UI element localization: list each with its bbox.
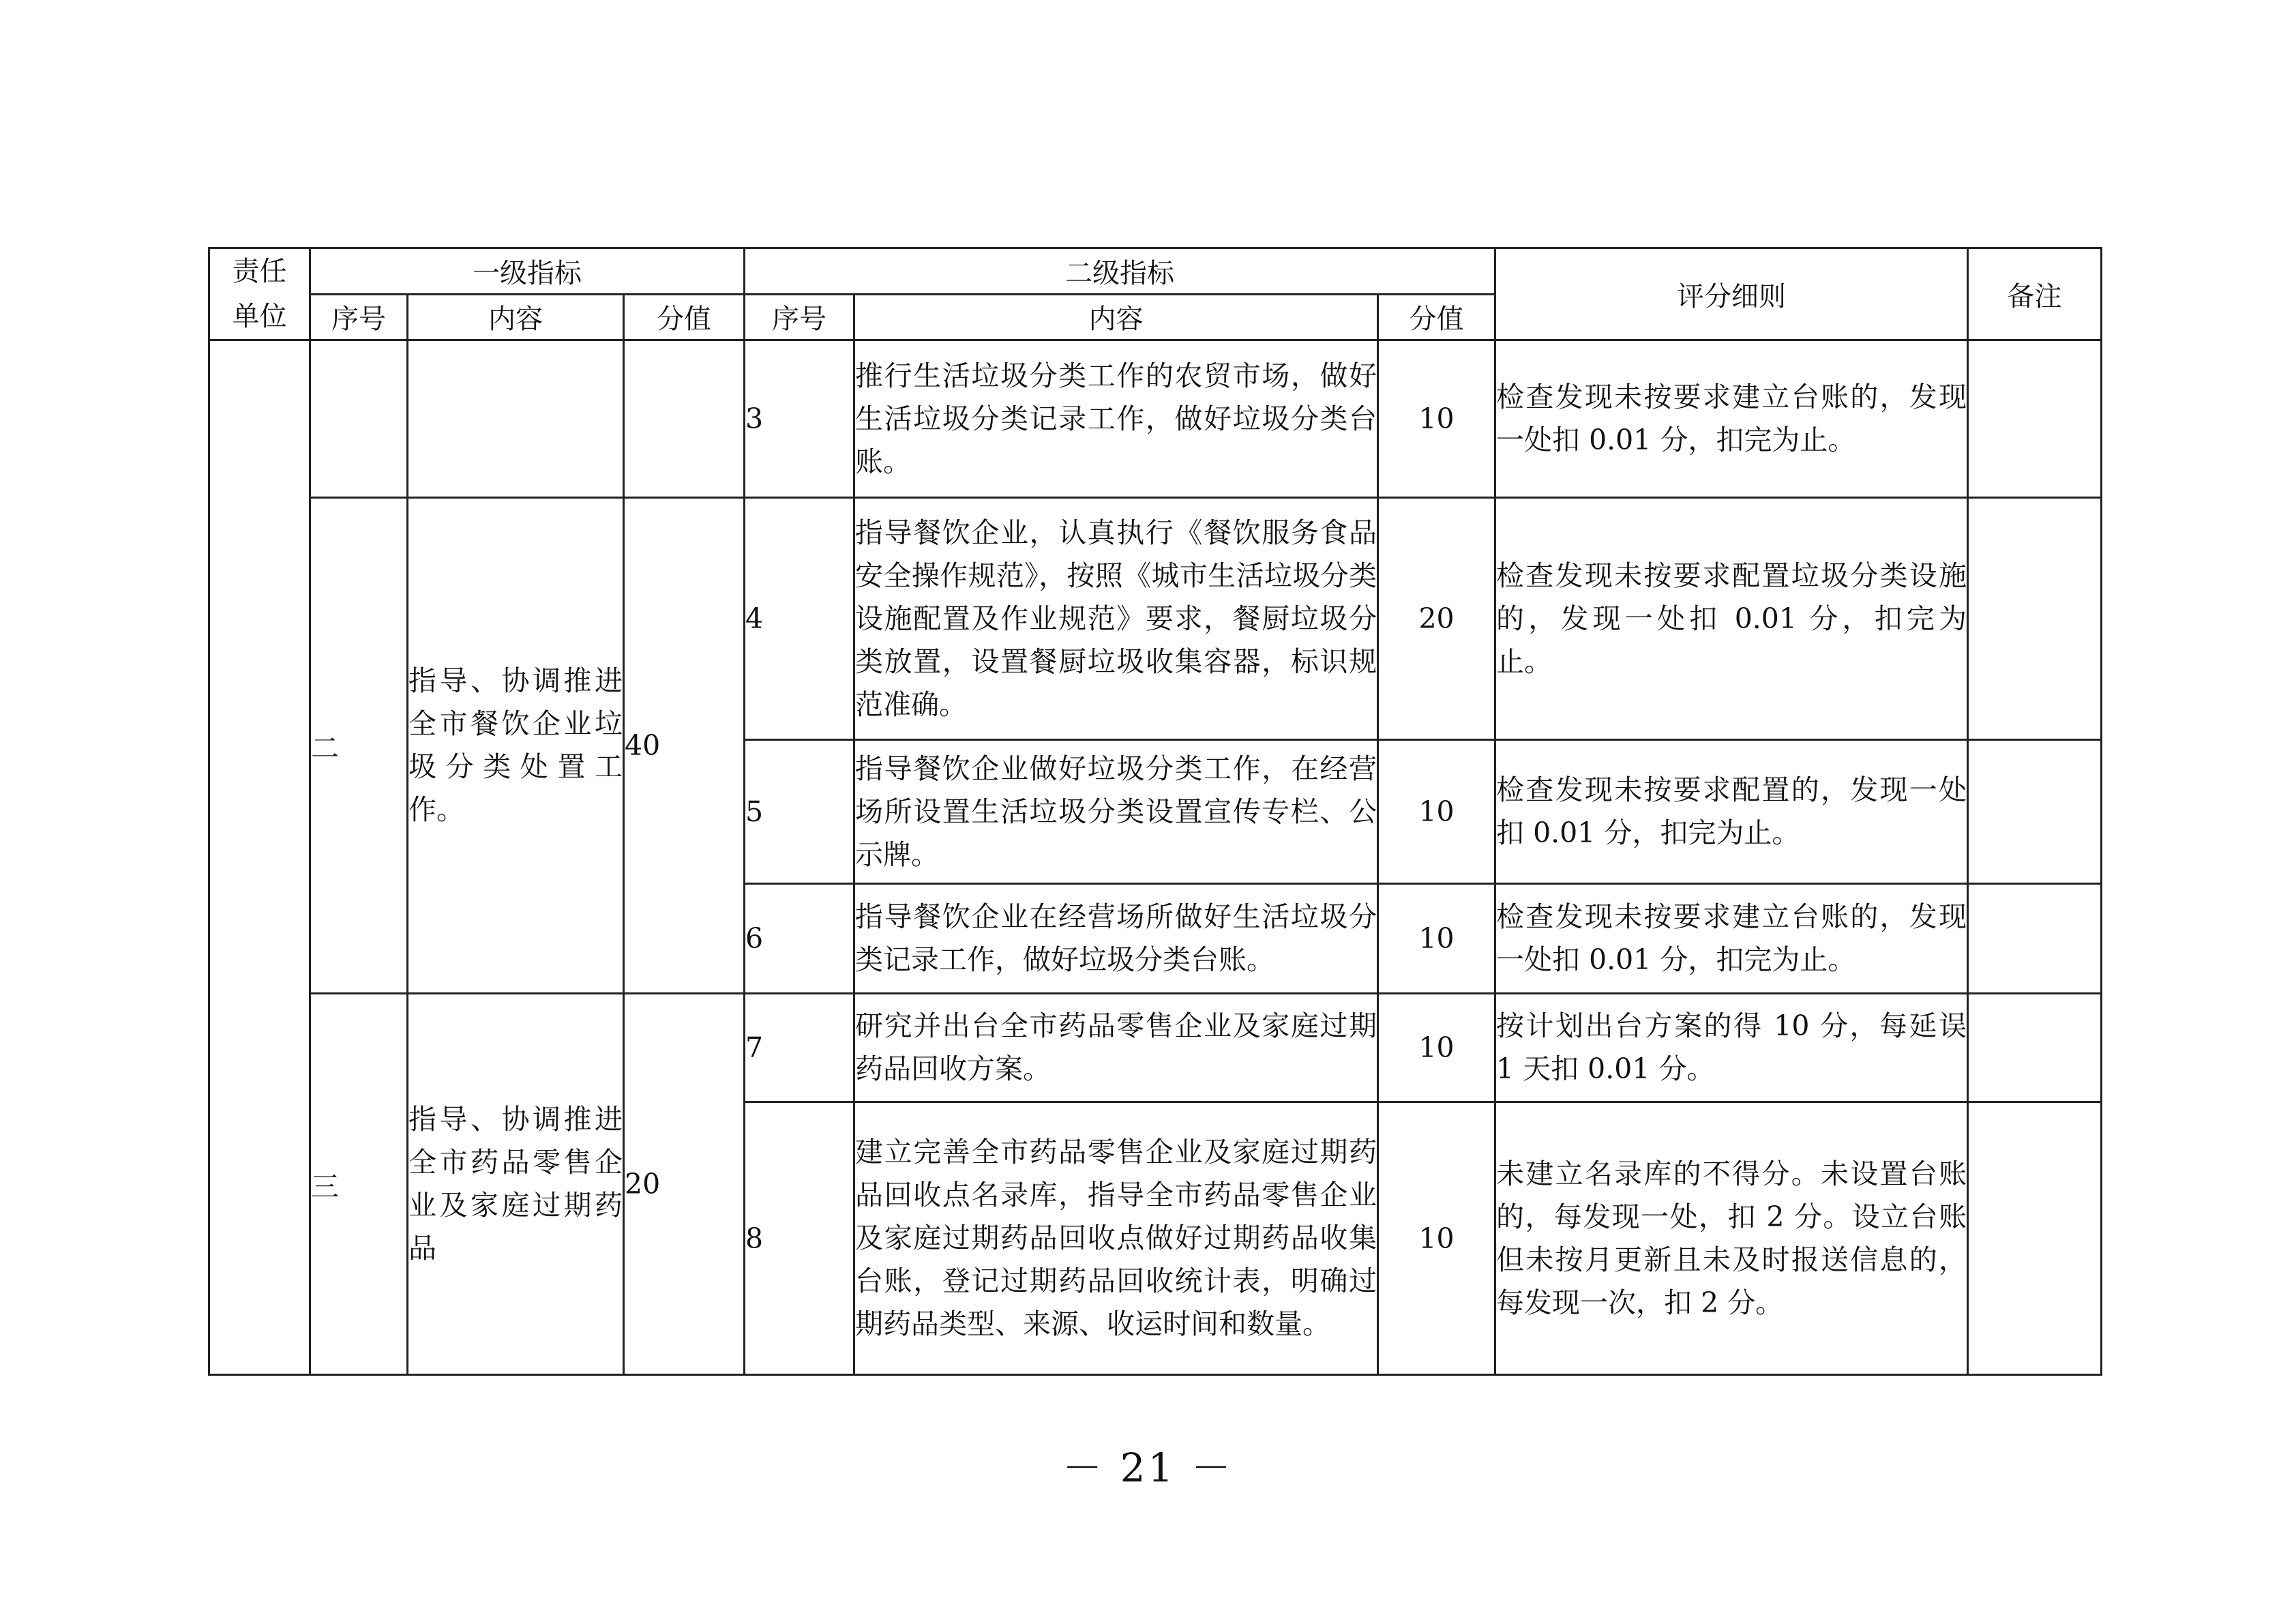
level2-content: 研究并出台全市药品零售企业及家庭过期药品回收方案。 [854, 994, 1378, 1102]
scoring-rule: 检查发现未按要求建立台账的，发现一处扣 0.01 分，扣完为止。 [1495, 340, 1968, 498]
level1-content: 指导、协调推进全市餐饮企业垃圾分类处置工作。 [408, 498, 624, 994]
scoring-rule: 检查发现未按要求配置的，发现一处扣 0.01 分，扣完为止。 [1495, 740, 1968, 884]
notes-cell [1968, 1102, 2102, 1375]
level1-score: 20 [624, 994, 745, 1375]
scoring-rule: 未建立名录库的不得分。未设置台账的，每发现一处，扣 2 分。设立台账但未按月更新且未及时报送信息的，每发现一次，扣 2 分。 [1495, 1102, 1968, 1375]
table-row [209, 498, 2102, 740]
header-responsible-unit: 责任 单位 [209, 248, 310, 340]
header-l1-seq: 序号 [310, 294, 408, 340]
level2-score: 20 [1378, 498, 1495, 740]
header-level2: 二级指标 [745, 248, 1495, 295]
level2-content: 指导餐饮企业，认真执行《餐饮服务食品安全操作规范》，按照《城市生活垃圾分类设施配置及作业规范》要求，餐厨垃圾分类放置，设置餐厨垃圾收集容器，标识规范准确。 [854, 498, 1378, 740]
header-l2-seq: 序号 [745, 294, 854, 340]
level2-score: 10 [1378, 884, 1495, 994]
header-l1-score: 分值 [624, 294, 745, 340]
scoring-rule: 检查发现未按要求建立台账的，发现一处扣 0.01 分，扣完为止。 [1495, 884, 1968, 994]
level2-content: 指导餐饮企业做好垃圾分类工作，在经营场所设置生活垃圾分类设置宣传专栏、公示牌。 [854, 740, 1378, 884]
level1-content [408, 340, 624, 498]
table-row [209, 340, 2102, 498]
notes-cell [1968, 884, 2102, 994]
table-row [209, 994, 2102, 1102]
level1-seq: 二 [310, 498, 408, 994]
level2-content: 建立完善全市药品零售企业及家庭过期药品回收点名录库，指导全市药品零售企业及家庭过期药品回收点做好过期药品收集台账，登记过期药品回收统计表，明确过期药品类型、来源、收运时间和数量。 [854, 1102, 1378, 1375]
notes-cell [1968, 994, 2102, 1102]
notes-cell [1968, 740, 2102, 884]
level1-seq [310, 340, 408, 498]
level1-score [624, 340, 745, 498]
level2-seq: 5 [745, 740, 854, 884]
level1-score: 40 [624, 498, 745, 994]
header-level1: 一级指标 [310, 248, 745, 295]
level2-seq: 7 [745, 994, 854, 1102]
responsible-unit-cell [209, 340, 310, 1375]
level2-score: 10 [1378, 740, 1495, 884]
notes-cell [1968, 498, 2102, 740]
level2-score: 10 [1378, 1102, 1495, 1375]
scoring-rule: 检查发现未按要求配置垃圾分类设施的，发现一处扣 0.01 分，扣完为止。 [1495, 498, 1968, 740]
scoring-table [208, 247, 2102, 1376]
level2-content: 指导餐饮企业在经营场所做好生活垃圾分类记录工作，做好垃圾分类台账。 [854, 884, 1378, 994]
level1-seq: 三 [310, 994, 408, 1375]
level2-seq: 8 [745, 1102, 854, 1375]
level2-seq: 6 [745, 884, 854, 994]
header-l2-content: 内容 [854, 294, 1378, 340]
scoring-rule: 按计划出台方案的得 10 分，每延误 1 天扣 0.01 分。 [1495, 994, 1968, 1102]
header-rules: 评分细则 [1495, 248, 1968, 340]
level2-score: 10 [1378, 994, 1495, 1102]
header-l1-content: 内容 [408, 294, 624, 340]
notes-cell [1968, 340, 2102, 498]
page-number: － 21 － [1062, 1445, 1234, 1491]
level2-seq: 3 [745, 340, 854, 498]
header-row-1 [209, 248, 2102, 295]
level2-seq: 4 [745, 498, 854, 740]
level2-score: 10 [1378, 340, 1495, 498]
level2-content: 推行生活垃圾分类工作的农贸市场，做好生活垃圾分类记录工作，做好垃圾分类台账。 [854, 340, 1378, 498]
level1-content: 指导、协调推进全市药品零售企业及家庭过期药品 [408, 994, 624, 1375]
header-notes: 备注 [1968, 248, 2102, 340]
header-l2-score: 分值 [1378, 294, 1495, 340]
